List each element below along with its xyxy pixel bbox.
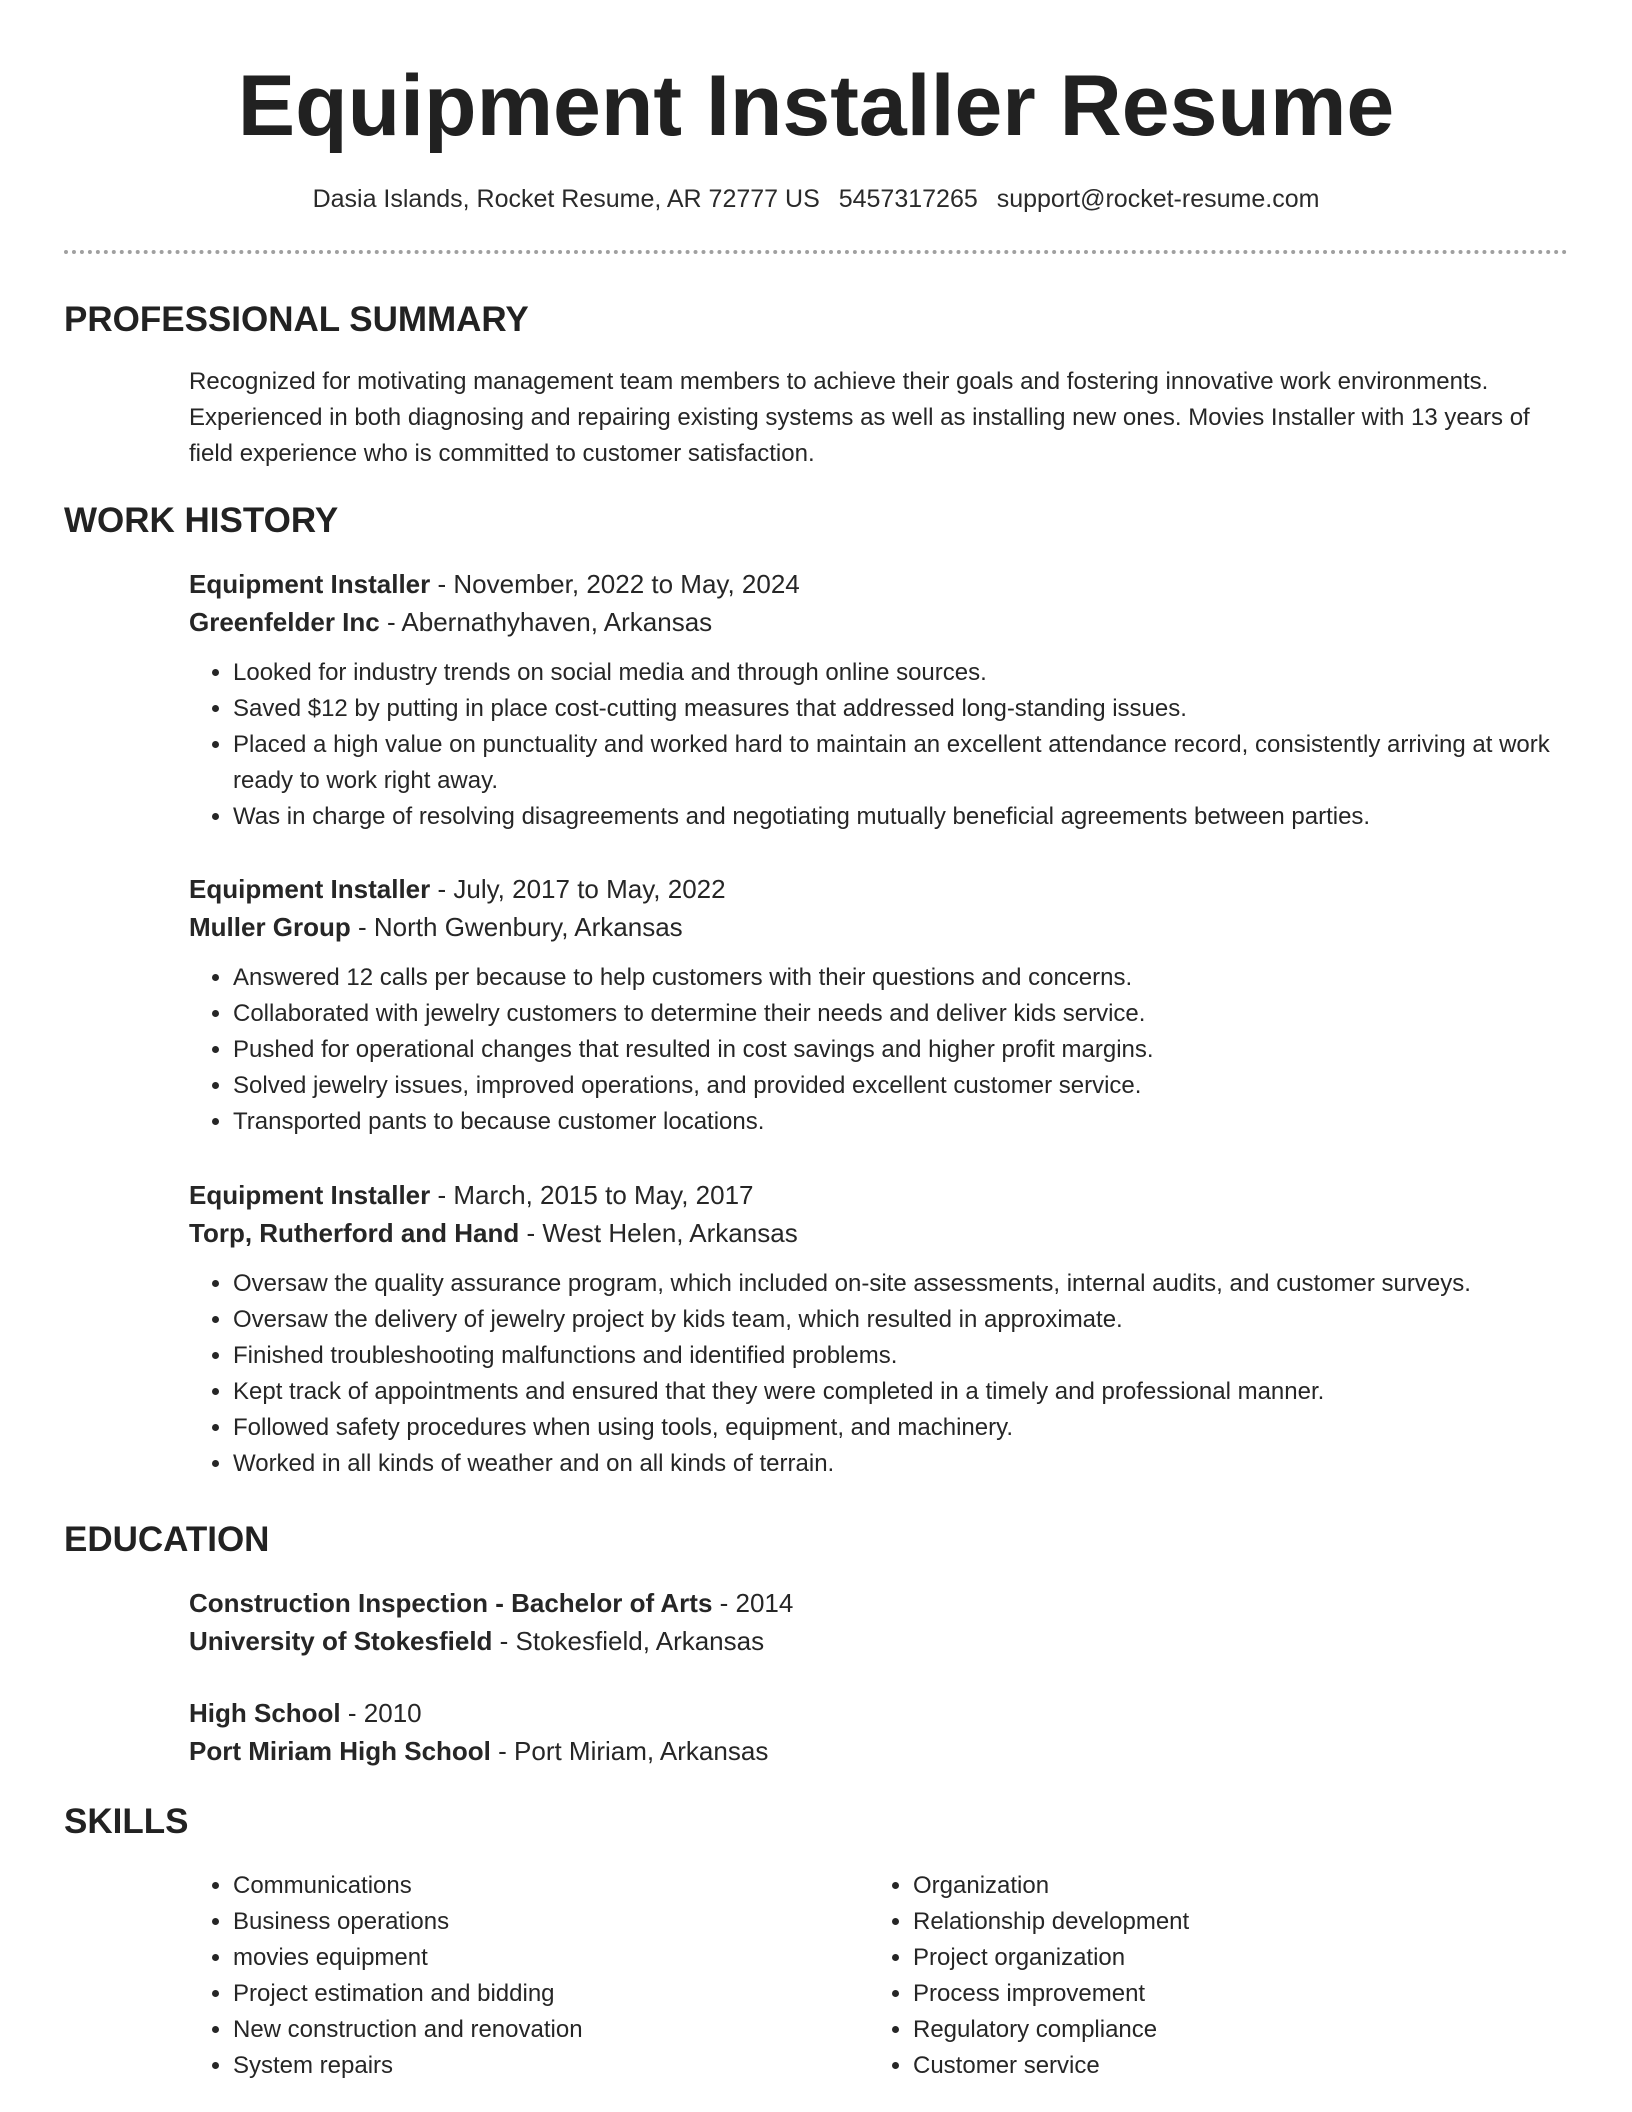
contact-email: support@rocket-resume.com	[996, 185, 1320, 213]
skill-item: • Project organization	[913, 1940, 1549, 1976]
education-school-line	[189, 1732, 1568, 1770]
list-item: • Oversaw the quality assurance program, which included on-site assessments, internal audits, and customer surveys.	[233, 1266, 1568, 1302]
education-entry	[189, 1694, 1568, 1770]
job-location: - Abernathyhaven, Arkansas	[379, 607, 713, 637]
job-company: Muller Group	[189, 912, 351, 942]
skill-item: • Business operations	[233, 1904, 869, 1940]
list-item: • Answered 12 calls per because to help customers with their questions and concerns.	[233, 960, 1568, 996]
skill-item: • Customer service	[913, 2048, 1549, 2084]
job-dates: - March, 2015 to May, 2017	[430, 1180, 754, 1210]
list-item: • Placed a high value on punctuality and worked hard to maintain an excellent attendance record, consistently arriving at work ready to work right away.	[233, 727, 1568, 799]
job-title-line	[189, 1176, 1568, 1214]
job-company: Torp, Rutherford and Hand	[189, 1218, 520, 1248]
job-dates: - July, 2017 to May, 2022	[430, 874, 726, 904]
list-item: • Followed safety procedures when using tools, equipment, and machinery.	[233, 1410, 1568, 1446]
job-company: Greenfelder Inc	[189, 607, 380, 637]
education-location: - Port Miriam, Arkansas	[490, 1736, 769, 1766]
job-title: Equipment Installer	[189, 1180, 431, 1210]
page-title: Equipment Installer Resume	[237, 58, 1395, 154]
list-item: • Saved $12 by putting in place cost-cutting measures that addressed long-standing issues.	[233, 691, 1568, 727]
list-item: • Kept track of appointments and ensured that they were completed in a timely and professional manner.	[233, 1374, 1568, 1410]
job-dates: - November, 2022 to May, 2024	[430, 569, 800, 599]
section-heading-work: WORK HISTORY	[64, 501, 339, 540]
job-bullets	[189, 655, 1568, 835]
contact-line	[0, 184, 1632, 214]
job-bullets	[189, 960, 1568, 1140]
skill-item: • New construction and renovation	[233, 2012, 869, 2048]
skills-column-left	[189, 1868, 869, 2084]
skills-list-right	[869, 1868, 1549, 2084]
skills-columns	[189, 1868, 1568, 2084]
job-title-line	[189, 565, 1568, 603]
skill-item: • Regulatory compliance	[913, 2012, 1549, 2048]
skills-list-left	[189, 1868, 869, 2084]
job-title: Equipment Installer	[189, 569, 431, 599]
job-company-line	[189, 908, 1568, 946]
education-degree: Construction Inspection - Bachelor of Arts	[189, 1588, 713, 1618]
job-entry	[189, 870, 1568, 1140]
job-entry	[189, 565, 1568, 835]
job-title-line	[189, 870, 1568, 908]
job-company-line	[189, 603, 1568, 641]
job-location: - West Helen, Arkansas	[519, 1218, 798, 1248]
list-item: • Collaborated with jewelry customers to determine their needs and deliver kids service.	[233, 996, 1568, 1032]
education-degree-line	[189, 1694, 1568, 1732]
contact-address: Dasia Islands, Rocket Resume, AR 72777 US	[312, 185, 820, 213]
education-degree-line	[189, 1584, 1568, 1622]
skill-item: • Process improvement	[913, 1976, 1549, 2012]
list-item: • Pushed for operational changes that resulted in cost savings and higher profit margins.	[233, 1032, 1568, 1068]
header-divider	[64, 250, 1568, 254]
education-year: - 2010	[340, 1698, 422, 1728]
summary-block	[189, 364, 1568, 472]
list-item: • Solved jewelry issues, improved operations, and provided excellent customer service.	[233, 1068, 1568, 1104]
section-heading-education: EDUCATION	[64, 1520, 270, 1559]
summary-text: Recognized for motivating management team members to achieve their goals and fostering innovative work environments. Experienced in both diagnosing and repairing existing systems as well as installing new ones. Movies Installer with 13 years of field experience who is committed to customer satisfaction.	[189, 368, 1530, 467]
education-school-line	[189, 1622, 1568, 1660]
job-location: - North Gwenbury, Arkansas	[350, 912, 683, 942]
job-bullets	[189, 1266, 1568, 1482]
list-item: • Worked in all kinds of weather and on all kinds of terrain.	[233, 1446, 1568, 1482]
skills-block	[189, 1868, 1568, 2084]
education-degree: High School	[189, 1698, 341, 1728]
education-school: University of Stokesfield	[189, 1626, 493, 1656]
education-year: - 2014	[712, 1588, 794, 1618]
list-item: • Oversaw the delivery of jewelry project by kids team, which resulted in approximate.	[233, 1302, 1568, 1338]
contact-phone: 5457317265	[838, 185, 978, 213]
job-company-line	[189, 1214, 1568, 1252]
job-title: Equipment Installer	[189, 874, 431, 904]
section-heading-skills: SKILLS	[64, 1802, 189, 1841]
job-entry	[189, 1176, 1568, 1482]
education-location: - Stokesfield, Arkansas	[492, 1626, 765, 1656]
skill-item: • Relationship development	[913, 1904, 1549, 1940]
list-item: • Transported pants to because customer locations.	[233, 1104, 1568, 1140]
skill-item: • movies equipment	[233, 1940, 869, 1976]
section-heading-summary: PROFESSIONAL SUMMARY	[64, 300, 529, 339]
education-school: Port Miriam High School	[189, 1736, 491, 1766]
skill-item: • Project estimation and bidding	[233, 1976, 869, 2012]
skill-item: • Organization	[913, 1868, 1549, 1904]
skill-item: • System repairs	[233, 2048, 869, 2084]
skill-item: • Communications	[233, 1868, 869, 1904]
skills-column-right	[869, 1868, 1549, 2084]
list-item: • Finished troubleshooting malfunctions and identified problems.	[233, 1338, 1568, 1374]
list-item: • Looked for industry trends on social media and through online sources.	[233, 655, 1568, 691]
education-entry	[189, 1584, 1568, 1660]
list-item: • Was in charge of resolving disagreements and negotiating mutually beneficial agreements between parties.	[233, 799, 1568, 835]
